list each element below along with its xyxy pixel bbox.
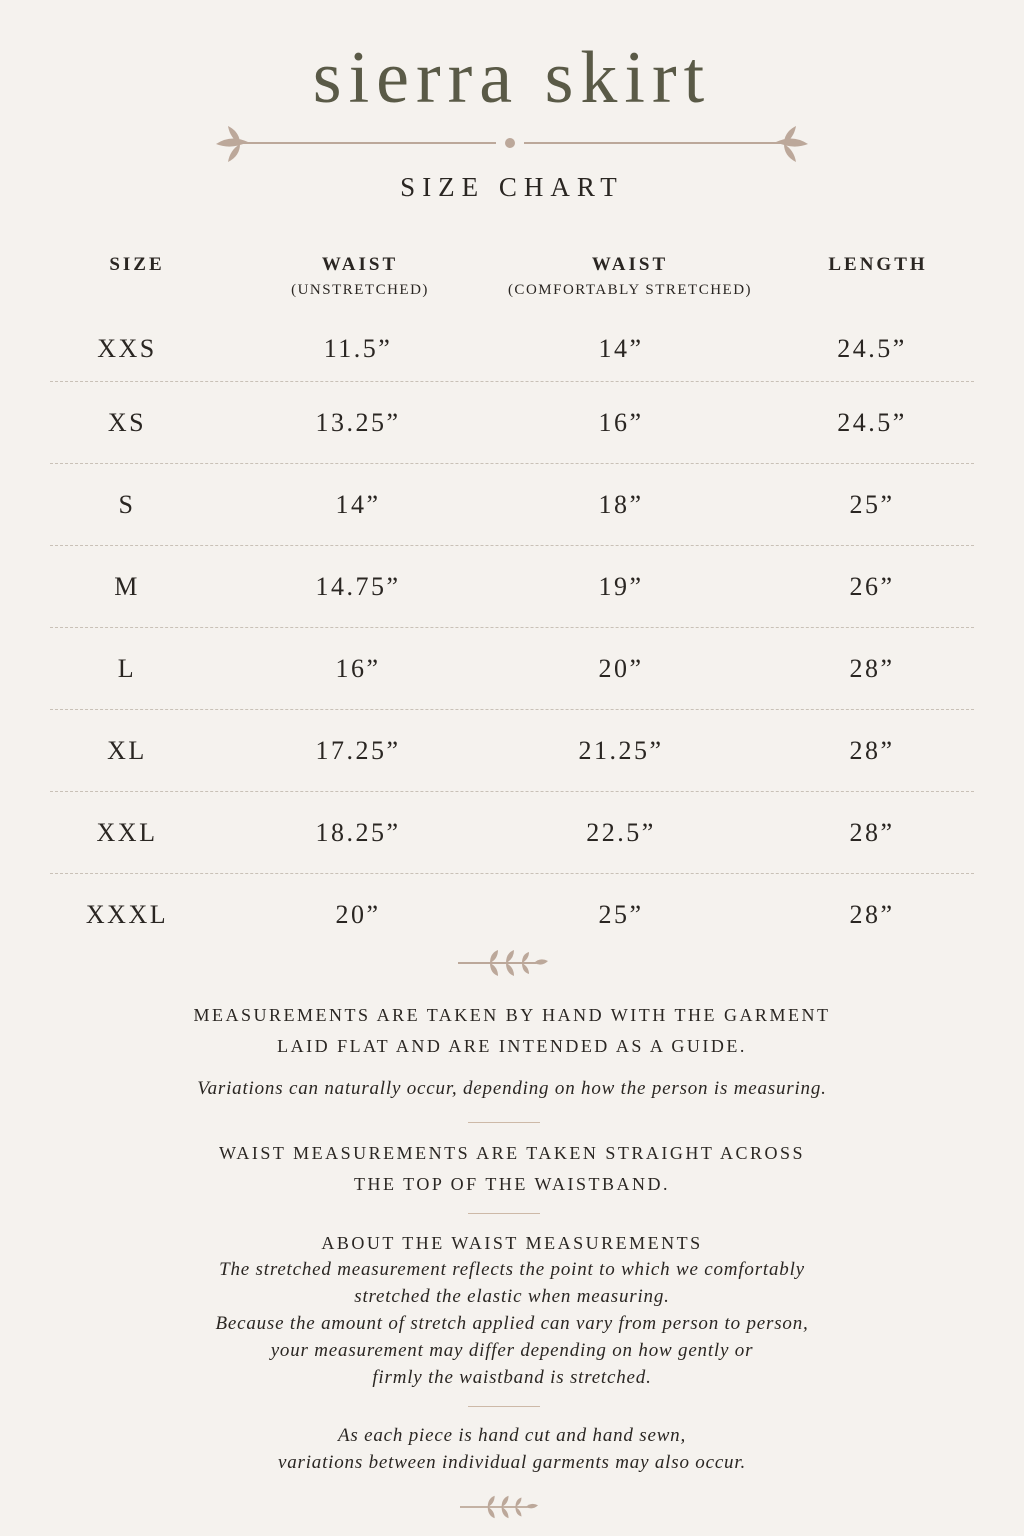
size-cell: XL [107,735,147,765]
length-cell: 28” [849,735,895,765]
table-row [50,382,974,464]
size-chart-heading: SIZE CHART [400,172,624,202]
waist-cell: 14.75” [315,571,401,601]
divider-rule [468,1122,540,1123]
waist-cell: 20” [335,899,381,929]
size-cell: XXL [96,817,158,847]
length-cell: 25” [849,489,895,519]
divider-rule [468,1213,540,1214]
handmade-note: As each piece is hand cut and hand sewn, variations between individual garments may also occur. [277,1425,746,1473]
waist-cell: 18.25” [315,817,401,847]
divider-rule [468,1406,540,1407]
stretched-cell: 21.25” [578,735,664,765]
waist-note: WAIST MEASUREMENTS ARE TAKEN STRAIGHT ACROSS THE TOP OF THE WAISTBAND. [218,1143,806,1194]
header-waist-stretched-sub: (COMFORTABLY STRETCHED) [507,282,753,298]
length-cell: 28” [849,899,895,929]
waist-cell: 13.25” [315,407,401,437]
measurement-note: MEASUREMENTS ARE TAKEN BY HAND WITH THE GARMENT LAID FLAT AND ARE INTENDED AS A GUIDE. [193,1005,831,1056]
waist-cell: 14” [335,489,381,519]
about-heading: ABOUT THE WAIST MEASUREMENTS [321,1233,703,1253]
table-row [50,710,974,792]
table-row [50,316,974,382]
size-cell: S [118,489,136,519]
stretched-cell: 20” [598,653,644,683]
header-waist-stretched: WAIST (COMFORTABLY STRETCHED) [486,254,774,299]
header-waist-unstretched: WAIST (UNSTRETCHED) [254,254,466,299]
sprig-icon [456,1494,542,1520]
stretched-cell: 19” [598,571,644,601]
waist-cell: 17.25” [315,735,401,765]
length-cell: 28” [849,653,895,683]
waist-cell: 16” [335,653,381,683]
header-length: LENGTH [828,254,928,275]
table-row [50,464,974,546]
sprig-icon [456,948,550,978]
leaf-divider-icon [206,120,818,166]
stretched-cell: 16” [598,407,644,437]
stretched-cell: 18” [598,489,644,519]
table-row [50,546,974,628]
length-cell: 24.5” [837,407,907,437]
page-title: sierra skirt [312,37,712,119]
table-row [50,628,974,710]
size-table [50,316,974,955]
stretched-cell: 14” [598,333,644,363]
size-cell: M [114,571,140,601]
waist-cell: 11.5” [323,333,393,363]
length-cell: 28” [849,817,895,847]
about-body: The stretched measurement reflects the point to which we comfortably stretched the elastic when measuring. Because the amount of stretch applied can vary from person to person, your measurement may differ depending on how gently or firmly the waistband is stretched. [215,1259,809,1388]
size-cell: XS [107,407,147,437]
stretched-cell: 25” [598,899,644,929]
variation-note: Variations can naturally occur, depending on how the person is measuring. [197,1078,827,1099]
size-cell: XXS [97,333,157,363]
header-waist-unstretched-sub: (UNSTRETCHED) [291,282,429,298]
size-cell: XXXL [85,899,169,929]
header-size: SIZE [109,254,165,275]
table-row [50,792,974,874]
table-row [50,874,974,955]
length-cell: 24.5” [837,333,907,363]
length-cell: 26” [849,571,895,601]
stretched-cell: 22.5” [586,817,656,847]
size-cell: L [117,653,137,683]
